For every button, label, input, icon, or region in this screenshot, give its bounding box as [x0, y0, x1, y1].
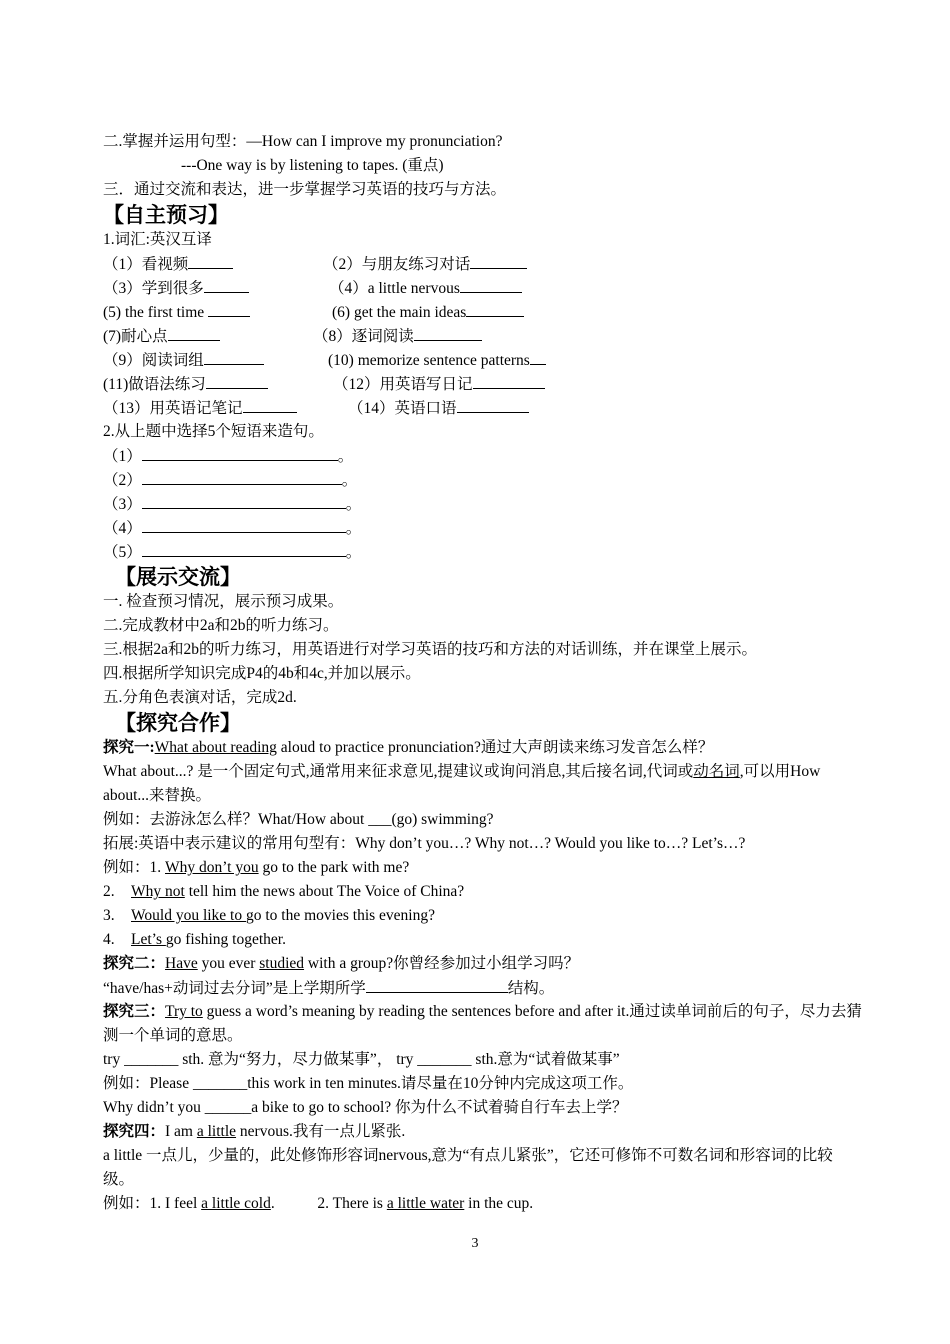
example-text: go fishing together.: [165, 931, 286, 948]
sentence-line: （4） 。: [103, 516, 863, 540]
explore-text: with a group?你曾经参加过小组学习吗？: [304, 955, 580, 972]
example-line: [103, 880, 863, 904]
document-page: [103, 130, 863, 1216]
answer-blank[interactable]: [414, 324, 482, 341]
explore-label: 探究二：: [103, 955, 166, 972]
vocab-item: （2）与朋友练习对话: [323, 256, 471, 273]
explore-text: nervous.我有一点儿紧张.: [236, 1123, 406, 1140]
explore-label: 探究一:: [103, 739, 155, 756]
example-prefix: 例如：1.: [103, 859, 166, 876]
vocab-row: [103, 396, 863, 420]
display-item: 一. 检查预习情况，展示预习成果。: [103, 593, 344, 610]
display-item: 四.根据所学知识完成P4的4b和4c,并加以展示。: [103, 665, 421, 682]
vocab-row: [103, 300, 863, 324]
explore-1-title: [103, 736, 863, 760]
explore-text: I am: [165, 1123, 197, 1140]
objective-3: 三．通过交流和表达，进一步掌握学习英语的技巧与方法。: [103, 181, 507, 198]
example-line: [103, 856, 863, 880]
example-line: [103, 928, 863, 952]
vocab-row: [103, 252, 863, 276]
answer-blank[interactable]: [366, 976, 508, 993]
answer-blank[interactable]: [168, 324, 220, 341]
explore-label: 探究四：: [103, 1123, 166, 1140]
explore-3-example: 例如：Please _______this work in ten minutes.请尽量在10分钟内完成这项工作。: [103, 1075, 634, 1092]
explore-3-example: Why didn’t you ______a bike to go to school? 你为什么不试着骑自行车去上学？: [103, 1099, 628, 1116]
vocab-instruction: 1.词汇:英汉互译: [103, 231, 212, 248]
section-heading-preview: 【自主预习】: [103, 203, 229, 227]
sentence-instruction: 2.从上题中选择5个短语来造句。: [103, 423, 324, 440]
vocab-row: [103, 372, 863, 396]
vocab-item: （12）用英语写日记: [333, 376, 473, 393]
answer-blank[interactable]: [473, 372, 545, 389]
answer-blank[interactable]: [466, 300, 524, 317]
explore-text: “have/has+动词过去分词”是上学期所学: [103, 980, 366, 997]
answer-blank[interactable]: [206, 372, 268, 389]
vocab-row: [103, 324, 863, 348]
vocab-item: (6) get the main ideas: [332, 304, 467, 321]
vocab-row: [103, 348, 863, 372]
sentence-number: （5）: [103, 544, 142, 561]
explore-3-title: [103, 1000, 863, 1048]
objective-2: 二.掌握并运用句型：—How can I improve my pronunciation?: [103, 133, 503, 150]
answer-blank[interactable]: [470, 252, 527, 269]
explore-text: in the cup.: [464, 1195, 534, 1212]
objective-2-answer: ---One way is by listening to tapes. (重点): [181, 157, 444, 174]
underlined-phrase: a little water: [386, 1195, 465, 1212]
answer-blank[interactable]: [204, 348, 264, 365]
underlined-phrase: studied: [259, 955, 305, 972]
explore-1-example: 例如：去游泳怎么样？What/How about ___(go) swimming?: [103, 811, 494, 828]
explore-text: you ever: [197, 955, 260, 972]
explore-text: What about...? 是一个固定句式,通常用来征求意见,提建议或询问消息,其后接名词,代词或: [103, 763, 694, 780]
explore-text: ,可以用How about...来替换。: [103, 763, 821, 804]
explore-1-extension: 拓展:英语中表示建议的常用句型有：Why don’t you…? Why not…? Would you like to…? Let’s…?: [103, 835, 746, 852]
underlined-phrase: Let’s: [131, 931, 166, 948]
example-text: go to the movies this evening?: [246, 907, 435, 924]
sentence-number: （3）: [103, 496, 142, 513]
answer-blank[interactable]: [530, 348, 546, 365]
underlined-phrase: 动名词: [693, 763, 740, 780]
sentence-line: （3） 。: [103, 492, 863, 516]
answer-blank[interactable]: [460, 276, 522, 293]
vocab-item: (10) memorize sentence patterns: [328, 352, 530, 369]
explore-text: . 2. There is: [270, 1195, 387, 1212]
explore-4-title: [103, 1120, 863, 1144]
sentence-number: （4）: [103, 520, 142, 537]
section-heading-display: 【展示交流】: [115, 565, 241, 589]
explore-label: 探究三：: [103, 1003, 166, 1020]
explore-4-example: [103, 1192, 863, 1216]
vocab-item: （8）逐词阅读: [313, 328, 414, 345]
explore-4-explanation: a little 一点儿，少量的，此处修饰形容词nervous,意为“有点儿紧张”，它还可修饰不可数名词和形容词的比较级。: [103, 1147, 833, 1188]
vocab-item: (11)做语法练习: [103, 376, 206, 393]
sentence-line: （2） 。: [103, 468, 863, 492]
vocab-row: [103, 276, 863, 300]
underlined-phrase: a little: [196, 1123, 237, 1140]
page-number: 3: [471, 1236, 479, 1251]
sentence-number: （1）: [103, 448, 142, 465]
underlined-phrase: a little cold: [201, 1195, 271, 1212]
answer-blank[interactable]: [208, 300, 250, 317]
explore-text: aloud to practice pronunciation?通过大声朗读来练习发音怎么样？: [276, 739, 714, 756]
answer-blank[interactable]: [457, 396, 529, 413]
underlined-phrase: Would you like to: [131, 907, 246, 924]
underlined-phrase: Why not: [131, 883, 185, 900]
vocab-item: （1）看视频: [103, 256, 189, 273]
sentence-line: （5） 。: [103, 540, 863, 564]
explore-2-title: [103, 952, 863, 976]
sentence-blank[interactable]: [142, 516, 346, 533]
underlined-phrase: Why don’t you: [165, 859, 259, 876]
example-line: [103, 904, 863, 928]
vocab-item: （13）用英语记笔记: [103, 400, 243, 417]
underlined-phrase: Try to: [165, 1003, 203, 1020]
sentence-number: （2）: [103, 472, 142, 489]
answer-blank[interactable]: [204, 276, 249, 293]
explore-1-explanation: [103, 760, 863, 808]
answer-blank[interactable]: [188, 252, 233, 269]
section-heading-explore: 【探究合作】: [115, 711, 241, 735]
sentence-blank[interactable]: [142, 492, 346, 509]
underlined-phrase: What about reading: [154, 739, 277, 756]
explore-text: 例如：1. I feel: [103, 1195, 202, 1212]
sentence-line: （1） 。: [103, 444, 863, 468]
vocab-item: (7)耐心点: [103, 328, 168, 345]
vocab-item: （4）a little nervous: [329, 280, 460, 297]
display-item: 二.完成教材中2a和2b的听力练习。: [103, 617, 339, 634]
answer-blank[interactable]: [243, 396, 297, 413]
explore-3-explanation: try _______ sth. 意为“努力，尽力做某事”， try _______ sth.意为“试着做某事”: [103, 1051, 620, 1068]
example-number: 4.: [103, 931, 115, 948]
display-item: 三.根据2a和2b的听力练习，用英语进行对学习英语的技巧和方法的对话训练，并在课堂上展示。: [103, 641, 758, 658]
vocab-item: （14）英语口语: [348, 400, 457, 417]
underlined-phrase: Have: [165, 955, 198, 972]
explore-text: 结构。: [507, 980, 555, 997]
sentence-blank[interactable]: [142, 444, 338, 461]
example-text: tell him the news about The Voice of China?: [184, 883, 465, 900]
vocab-item: （3）学到很多: [103, 280, 204, 297]
example-number: 2.: [103, 883, 115, 900]
example-text: go to the park with me?: [258, 859, 410, 876]
explore-text: guess a word’s meaning by reading the sentences before and after it.通过读单词前后的句子，尽力去猜测一个单词的意思。: [103, 1003, 862, 1044]
display-item: 五.分角色表演对话，完成2d.: [103, 689, 297, 706]
sentence-blank[interactable]: [142, 540, 346, 557]
example-number: 3.: [103, 907, 115, 924]
explore-2-explanation: [103, 976, 863, 1000]
vocab-item: （9）阅读词组: [103, 352, 204, 369]
vocab-item: (5) the first time: [103, 304, 205, 321]
sentence-blank[interactable]: [142, 468, 342, 485]
